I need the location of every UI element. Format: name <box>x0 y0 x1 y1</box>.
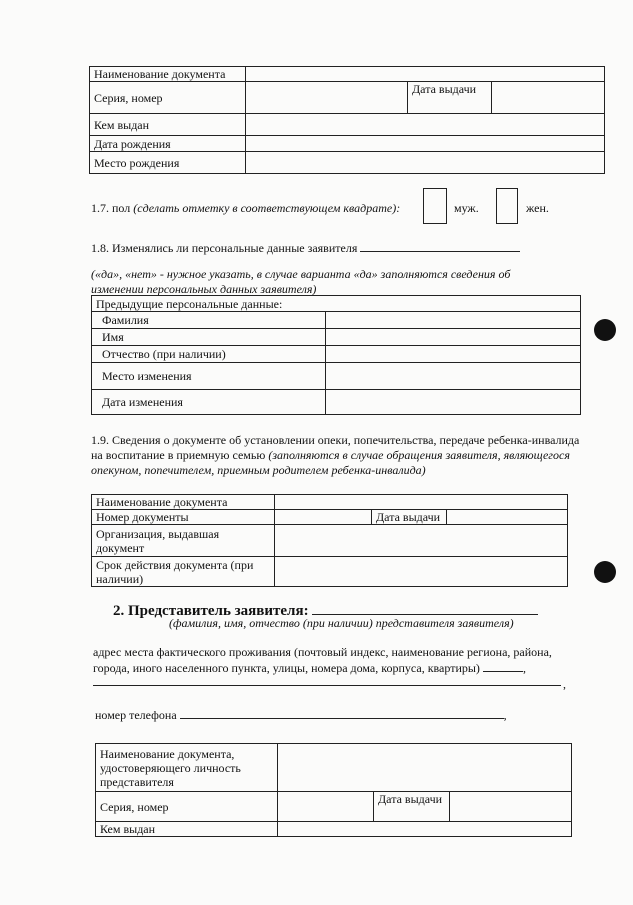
guardian-doc-date-label: Дата выдачи <box>372 510 447 525</box>
guardian-validity-field[interactable] <box>275 557 568 587</box>
female-label: жен. <box>526 201 549 215</box>
doc-date-label: Дата выдачи <box>408 82 492 114</box>
rep-series-field[interactable] <box>278 792 374 822</box>
punch-hole-bottom <box>594 561 616 583</box>
address-field-inline[interactable] <box>483 661 523 672</box>
doc-date-field[interactable] <box>492 82 605 114</box>
birth-date-field[interactable] <box>246 136 605 152</box>
gender-prefix: 1.7. пол <box>91 201 131 215</box>
address-comma: , <box>563 677 566 691</box>
gender-hint: (сделать отметку в соответствующем квадрате): <box>133 201 401 215</box>
address-label: адрес места фактического проживания (почтовый индекс, наименование региона, района, города, иного населенного пункта, улицы, номера дома, корпуса, квартиры) <box>93 645 552 675</box>
birth-date-label: Дата рождения <box>90 136 246 152</box>
change-date-field[interactable] <box>326 390 581 415</box>
prev-name-label: Имя <box>92 329 326 346</box>
doc-issued-by-field[interactable] <box>246 114 605 136</box>
guardian-org-label: Организация, выдавшая документ <box>92 525 275 557</box>
doc-name-field[interactable] <box>246 67 605 82</box>
guardian-doc-date-field[interactable] <box>447 510 568 525</box>
applicant-document-table <box>89 66 605 174</box>
guardian-org-field[interactable] <box>275 525 568 557</box>
representative-name-field[interactable] <box>312 602 538 615</box>
guardian-doc-number-field[interactable] <box>275 510 372 525</box>
doc-series-label: Серия, номер <box>90 82 246 114</box>
guardian-validity-label: Срок действия документа (при наличии) <box>92 557 275 587</box>
changed-answer-field[interactable] <box>360 240 520 252</box>
rep-doc-field[interactable] <box>278 744 572 792</box>
birth-place-field[interactable] <box>246 152 605 174</box>
rep-doc-label: Наименование документа, удостоверяющего личность представителя <box>96 744 278 792</box>
birth-place-label: Место рождения <box>90 152 246 174</box>
prev-patronymic-field[interactable] <box>326 346 581 363</box>
guardian-text: 1.9. Сведения о документе об установлении опеки, попечительства, передаче ребенка-инвалида на воспитание в приемную семью <box>91 433 580 462</box>
guardian-doc-name-field[interactable] <box>275 495 568 510</box>
rep-issued-by-field[interactable] <box>278 822 572 837</box>
prev-surname-field[interactable] <box>326 312 581 329</box>
phone-row: номер телефона , <box>95 708 507 722</box>
section2-subtitle: (фамилия, имя, отчество (при наличии) представителя заявителя) <box>169 616 514 630</box>
guardian-note: (заполняются в случае обращения заявителя, являющегося опекуном, попечителем, приемным родителем ребенка-инвалида) <box>91 448 570 477</box>
section2-title: 2. Представитель заявителя: <box>113 603 309 619</box>
phone-label: номер телефона <box>95 708 177 722</box>
prev-surname-label: Фамилия <box>92 312 326 329</box>
doc-issued-by-label: Кем выдан <box>90 114 246 136</box>
rep-issued-by-label: Кем выдан <box>96 822 278 837</box>
female-checkbox[interactable] <box>496 188 518 224</box>
rep-date-label: Дата выдачи <box>374 792 450 822</box>
previous-data-table <box>91 295 581 415</box>
prev-patronymic-label: Отчество (при наличии) <box>92 346 326 363</box>
change-place-field[interactable] <box>326 363 581 390</box>
prev-name-field[interactable] <box>326 329 581 346</box>
guardian-paragraph <box>91 433 585 478</box>
representative-document-table <box>95 743 572 837</box>
changed-question <box>91 240 520 256</box>
address-text: адрес места фактического проживания (почтовый индекс, наименование региона, района, города, иного населенного пункта, улицы, номера дома, корпуса, квартиры) , <box>93 645 552 675</box>
change-place-label: Место изменения <box>92 363 326 390</box>
doc-series-field[interactable] <box>246 82 408 114</box>
changed-label: 1.8. Изменялись ли персональные данные заявителя <box>91 241 358 255</box>
male-label: муж. <box>454 201 479 215</box>
guardian-doc-name-label: Наименование документа <box>92 495 275 510</box>
guardian-doc-number-label: Номер документы <box>92 510 275 525</box>
changed-note: («да», «нет» - нужное указать, в случае варианта «да» заполняются сведения об изменении персональных данных заявителя) <box>91 267 511 296</box>
phone-field[interactable] <box>180 708 504 719</box>
punch-hole-top <box>594 319 616 341</box>
male-checkbox[interactable] <box>423 188 447 224</box>
doc-name-label: Наименование документа <box>90 67 246 82</box>
address-field[interactable] <box>93 685 561 686</box>
rep-series-label: Серия, номер <box>96 792 278 822</box>
rep-date-field[interactable] <box>450 792 572 822</box>
previous-data-header: Предыдущие персональные данные: <box>92 296 581 312</box>
gender-row <box>91 201 400 216</box>
change-date-label: Дата изменения <box>92 390 326 415</box>
guardian-document-table <box>91 494 568 587</box>
